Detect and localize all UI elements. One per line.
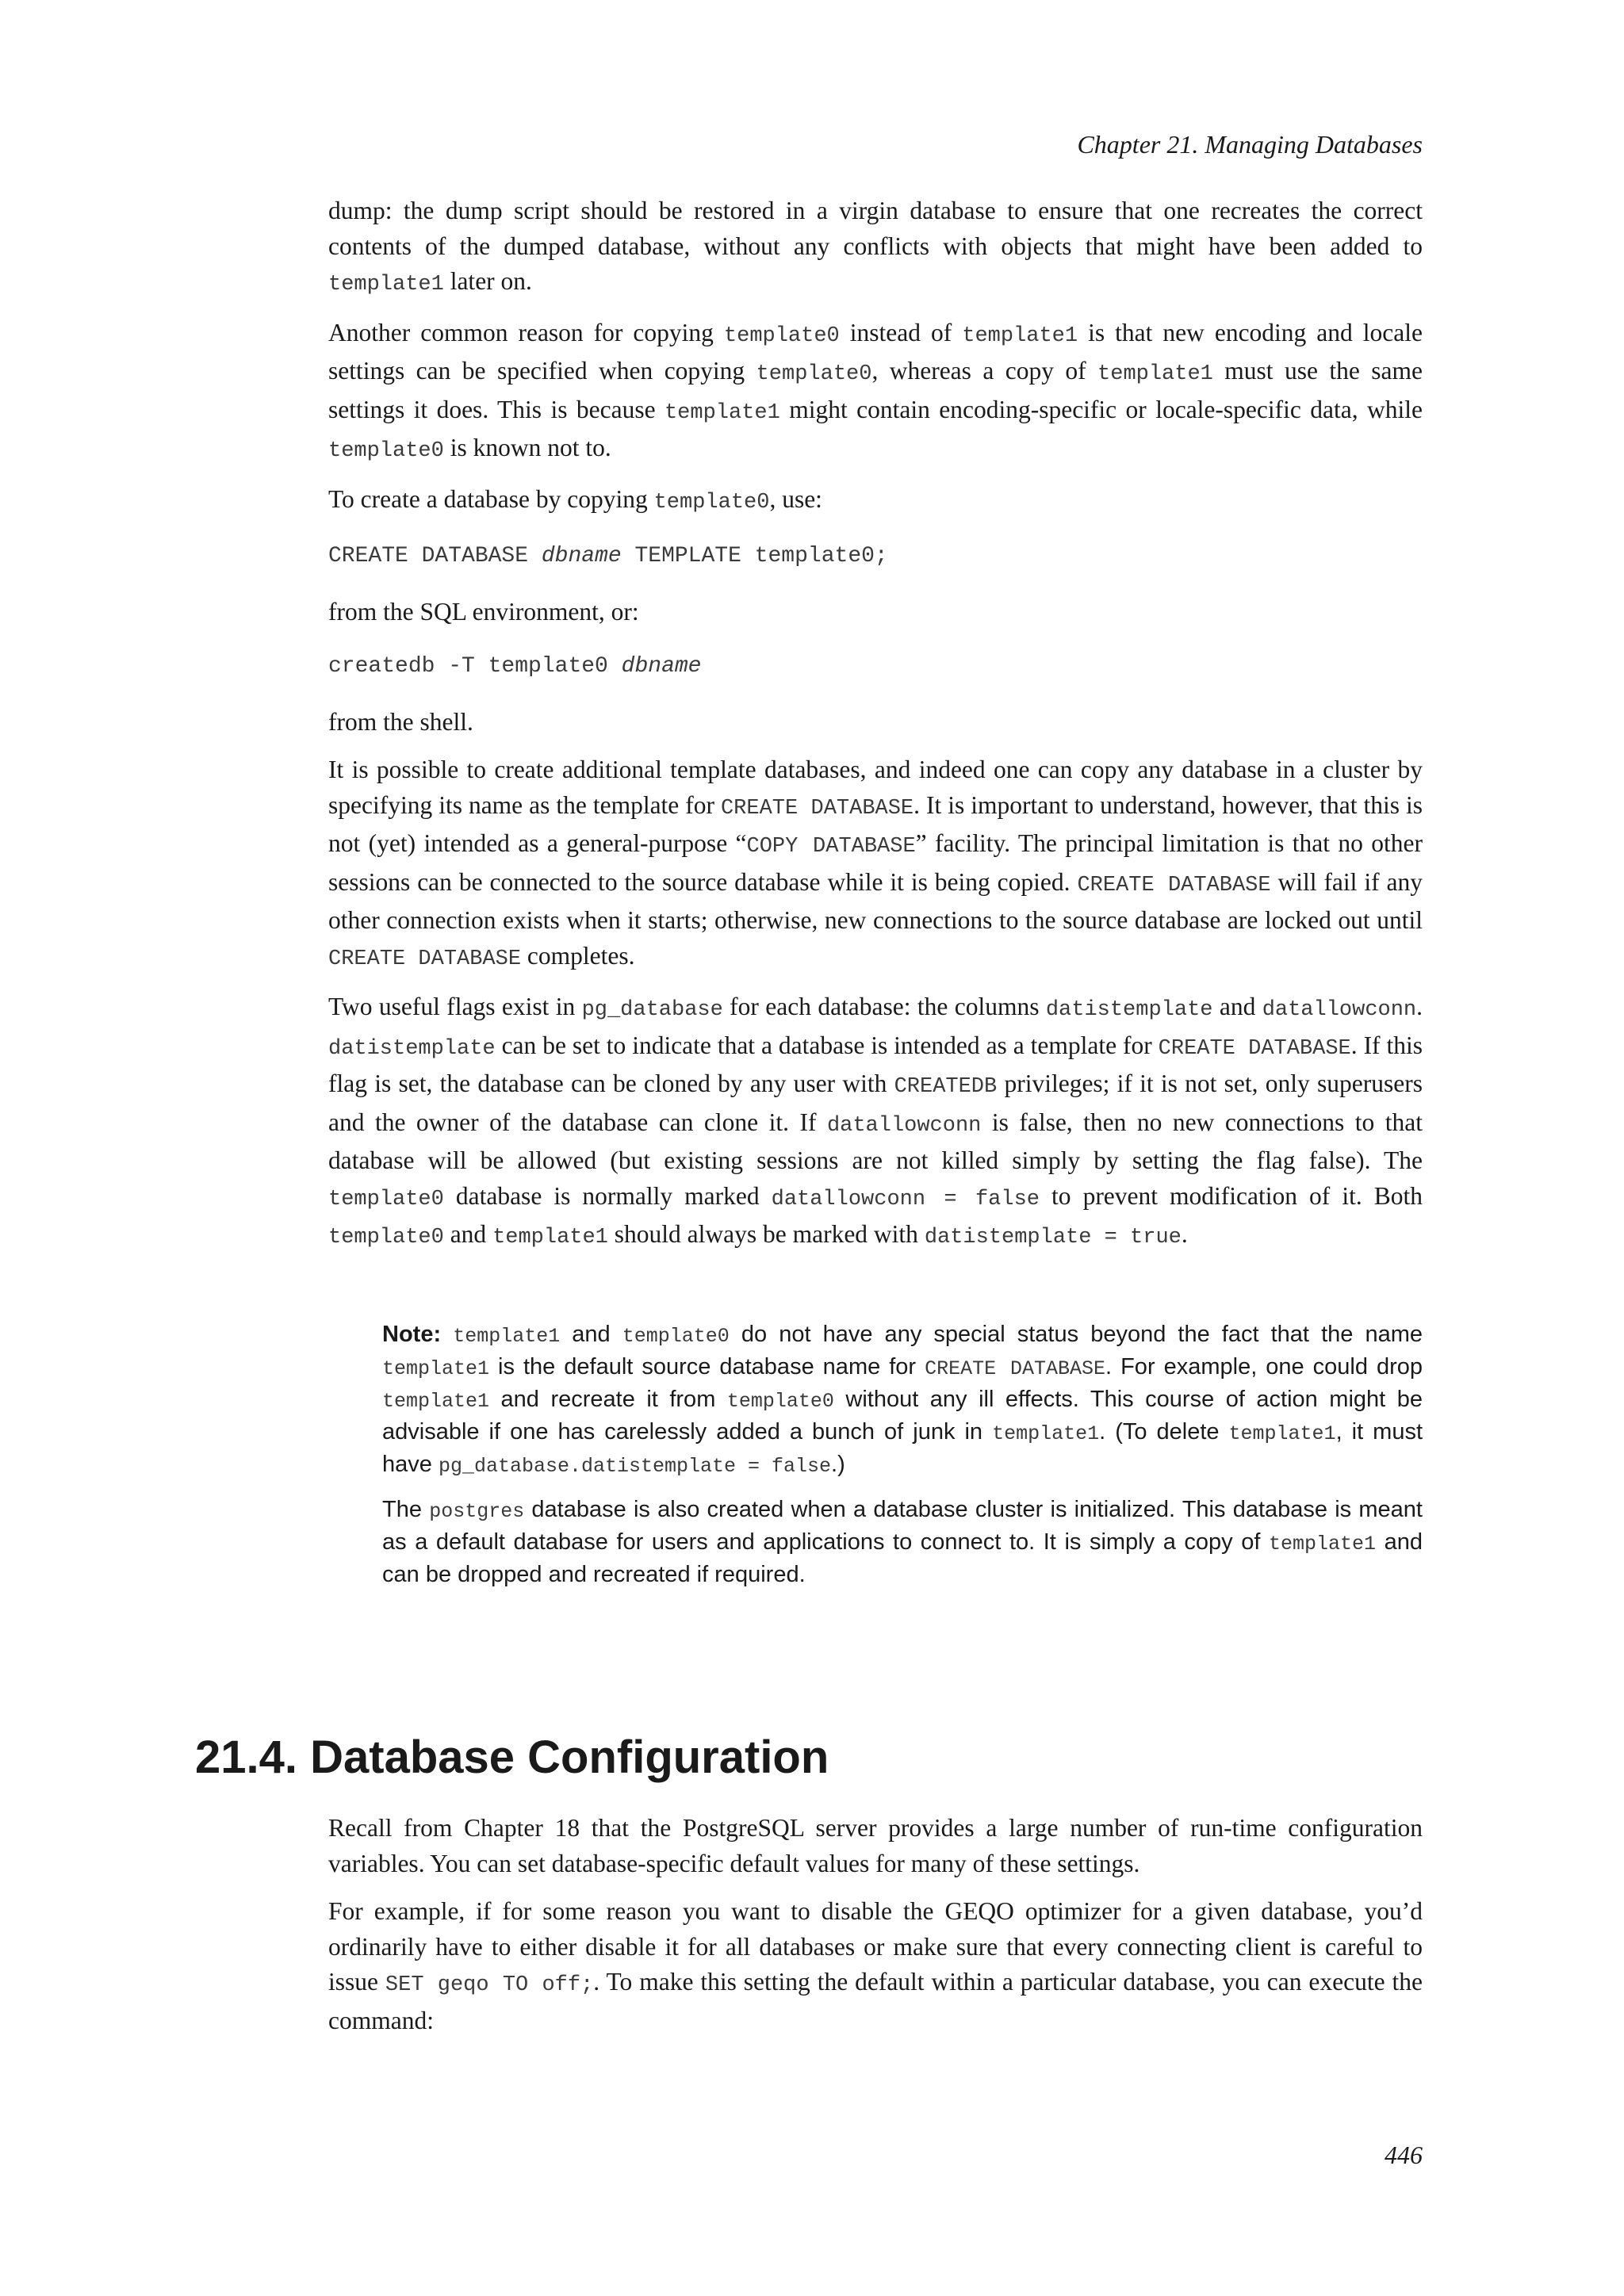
note-paragraph-1: Note: template1 and template0 do not have any special status beyond the fact that the name template1 is the default source database name for CREATE DATABASE. For example, one could drop template1 and recreate it from template0 without any ill effects. This course of action might be advisable if one has carelessly added a bunch of junk in template1. (To delete template1, it must have pg_database.datistemplate = false.) — [382, 1322, 1423, 1478]
paragraph-additional-templates: It is possible to create additional template databases, and indeed one can copy any database in a cluster by specifying its name as the template for CREATE DATABASE. It is important to understand, however, that this is not (yet) intended as a general-purpose “COPY DATABASE” facility. The principal limitation is that no other sessions can be connected to the source database while it is being copied. CREATE DATABASE will fail if any other connection exists when it starts; otherwise, new connections to the source database are locked out until CREATE DATABASE completes. — [328, 756, 1423, 971]
paragraph-recall: Recall from Chapter 18 that the PostgreSQL server provides a large number of run-time configuration variables. You can set database-specific default values for many of these settings. — [328, 1814, 1423, 1877]
code-create-database: CREATE DATABASE dbname TEMPLATE template0; — [328, 544, 888, 568]
paragraph-sql-env: from the SQL environment, or: — [328, 598, 639, 626]
paragraph-from-shell: from the shell. — [328, 707, 473, 736]
note-label: Note: — [382, 1322, 442, 1347]
running-head: Chapter 21. Managing Databases — [1077, 130, 1423, 159]
paragraph-create-by-copying: To create a database by copying template0, use: — [328, 484, 822, 515]
paragraph-useful-flags: Two useful flags exist in pg_database for each database: the columns datistemplate and datallowconn. datistemplate can be set to indicate that a database is intended as a template for CREATE DATABASE. If this flag is set, the database can be cloned by any user with CREATEDB privileges; if it is not set, only superusers and the owner of the database can clone it. If datallowconn is false, then no new connections to that database will be allowed (but existing sessions are not killed simply by setting the flag false). The template0 database is normally marked datallowconn = false to prevent modification of it. Both template0 and template1 should always be marked with datistemplate = true. — [328, 993, 1423, 1249]
body-text-top — [328, 193, 1423, 1269]
body-text-section — [328, 1811, 1423, 2051]
code-createdb: createdb -T template0 dbname — [328, 653, 702, 679]
paragraph-geqo-example: For example, if for some reason you want to disable the GEQO optimizer for a given database, you’d ordinarily have to either disable it for all databases or make sure that every connecting client is careful to issue SET geqo TO off;. To make this setting the default within a particular database, you can execute the command: — [328, 1897, 1423, 2034]
page-number: 446 — [1385, 2141, 1423, 2169]
paragraph-template0-reason: Another common reason for copying template0 instead of template1 is that new encoding and locale settings can be specified when copying template0, whereas a copy of template1 must use the same settings it does. This is because template1 might contain encoding-specific or locale-specific data, while template0 is known not to. — [328, 318, 1423, 463]
paragraph-dump-restore: dump: the dump script should be restored in a virgin database to ensure that one recreates the correct contents of the dumped database, without any conflicts with objects that might have been added to template1 later on. — [328, 197, 1423, 297]
section-title: 21.4. Database Configuration — [195, 1732, 829, 1783]
note-box — [382, 1319, 1423, 1603]
note-paragraph-2: The postgres database is also created when a database cluster is initialized. This database is meant as a default database for users and applications to connect to. It is simply a copy of template1 and can be dropped and recreated if required. — [382, 1497, 1423, 1587]
